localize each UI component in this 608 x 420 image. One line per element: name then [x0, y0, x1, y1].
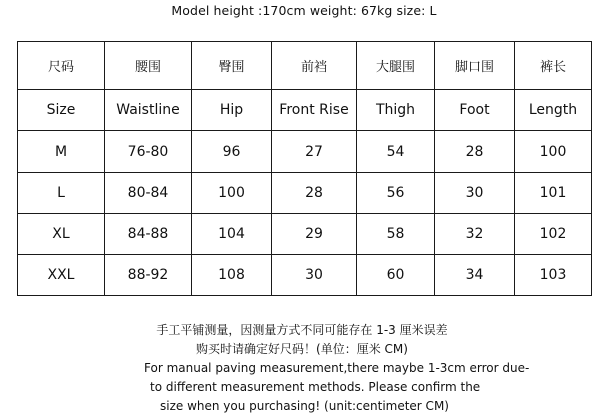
table-cell: 28 [272, 172, 357, 213]
table-cell: 54 [357, 131, 435, 172]
table-cell: 96 [192, 131, 272, 172]
table-cell: 88-92 [105, 254, 192, 295]
header-cell-hip: Hip [192, 90, 272, 131]
table-cell: M [18, 131, 105, 172]
table-cell: 103 [515, 254, 592, 295]
table-cell: 34 [435, 254, 515, 295]
table-cell: 30 [272, 254, 357, 295]
table-cell: 27 [272, 131, 357, 172]
note-en-line-1: For manual paving measurement,there maybe 1-3cm error due- [144, 361, 530, 375]
table-cell: 28 [435, 131, 515, 172]
table-cell: 76-80 [105, 131, 192, 172]
table-cell: 101 [515, 172, 592, 213]
header-cell-front-rise: Front Rise [272, 90, 357, 131]
table-cell: XXL [18, 254, 105, 295]
table-row [18, 213, 592, 254]
table-cell: 80-84 [105, 172, 192, 213]
table-cell: 58 [357, 213, 435, 254]
model-info: Model height :170cm weight: 67kg size: L [171, 3, 437, 18]
table-cell: 60 [357, 254, 435, 295]
header-cell-thigh: Thigh [357, 90, 435, 131]
note-en-line-3: size when you purchasing! (unit:centimeter CM) [160, 399, 449, 413]
header-cell-length-zh: 裤长 [515, 42, 592, 90]
table-cell: 100 [515, 131, 592, 172]
header-row-english [18, 90, 592, 131]
header-cell-thigh-zh: 大腿围 [357, 42, 435, 90]
table-cell: 84-88 [105, 213, 192, 254]
header-cell-size: Size [18, 90, 105, 131]
measurement-notes [0, 321, 608, 416]
header-cell-hip-zh: 臀围 [192, 42, 272, 90]
table-cell: 29 [272, 213, 357, 254]
table-cell: XL [18, 213, 105, 254]
note-zh-line-1: 手工平铺测量，因测量方式不同可能存在 1-3 厘米误差 [156, 323, 448, 337]
table-row [18, 254, 592, 295]
header-cell-waistline: Waistline [105, 90, 192, 131]
header-row-chinese [18, 42, 592, 90]
table-row [18, 131, 592, 172]
header-cell-length: Length [515, 90, 592, 131]
table-cell: L [18, 172, 105, 213]
table-cell: 102 [515, 213, 592, 254]
table-cell: 100 [192, 172, 272, 213]
table-cell: 32 [435, 213, 515, 254]
table-row [18, 172, 592, 213]
table-cell: 104 [192, 213, 272, 254]
header-cell-waist-zh: 腰围 [105, 42, 192, 90]
table-cell: 30 [435, 172, 515, 213]
header-cell-foot: Foot [435, 90, 515, 131]
header-cell-front-rise-zh: 前裆 [272, 42, 357, 90]
table-cell: 56 [357, 172, 435, 213]
size-chart-table [17, 41, 592, 296]
header-cell-size-zh: 尺码 [18, 42, 105, 90]
table-cell: 108 [192, 254, 272, 295]
header-cell-foot-zh: 脚口围 [435, 42, 515, 90]
note-zh-line-2: 购买时请确定好尺码！(单位：厘米 CM) [196, 342, 408, 356]
note-en-line-2: to different measurement methods. Please confirm the [150, 380, 481, 394]
